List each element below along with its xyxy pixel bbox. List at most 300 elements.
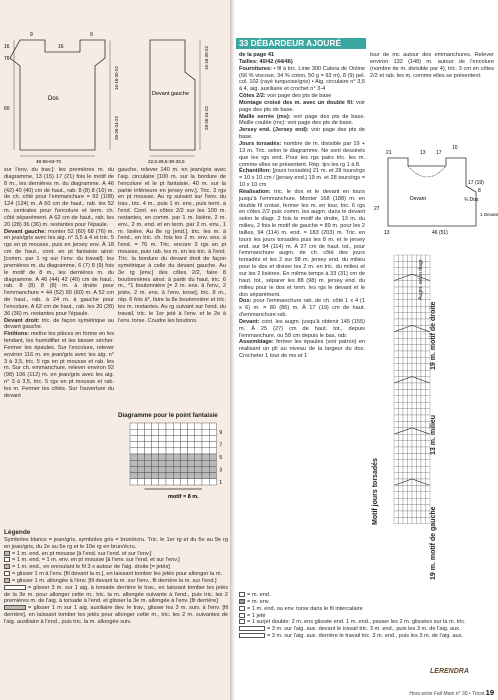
chart-cell <box>173 479 180 485</box>
chart-cell <box>403 505 408 511</box>
dim-10: 10 <box>452 145 458 151</box>
chart-cell <box>412 293 417 299</box>
dim-back-width: 48-55-63-70 <box>36 159 62 164</box>
chart-cell <box>408 357 413 363</box>
legend-symbol-icon <box>239 626 265 631</box>
chart-cell <box>417 434 422 440</box>
chart-cell <box>188 454 195 460</box>
chart-cell <box>412 447 417 453</box>
chart-cell <box>152 454 159 460</box>
para-back: Dos: pour l'emmanchure rab. de ch. côté 1 x 4 (1 x 6) m. = 80 (86) m. À 17 (19) cm de haut. d'emmanchure rab. <box>239 298 365 319</box>
chart-cell <box>130 460 137 466</box>
chart-cell <box>394 409 399 415</box>
legend-symbol-icon <box>239 619 245 624</box>
right-column-2 <box>370 52 494 79</box>
chart-cell <box>403 415 408 421</box>
legend-symbol-icon <box>239 599 245 604</box>
lace-chart <box>392 255 472 535</box>
chart-cell <box>195 448 202 454</box>
chart-label-middle: 13 m. milieu <box>430 414 437 455</box>
chart-cell <box>421 338 426 344</box>
legend <box>4 530 228 626</box>
chart-cell <box>394 505 399 511</box>
chart-cell <box>399 255 404 261</box>
chart-cell <box>159 423 166 429</box>
chart-cell <box>412 492 417 498</box>
left-page <box>0 0 232 700</box>
chart-cell <box>188 479 195 485</box>
chart-cell <box>152 429 159 435</box>
chart-cell <box>408 402 413 408</box>
chart-cell <box>417 460 422 466</box>
dim-left-body: 60 <box>4 106 10 112</box>
legend-item: = 1 m. end., en enroulant le fil 3 x autour de l'aig. droite [= jetés] <box>4 564 228 571</box>
chart-cell <box>403 421 408 427</box>
chart-cell <box>417 492 422 498</box>
stitch-chart <box>118 421 228 501</box>
chart-cell <box>408 415 413 421</box>
chart-cell <box>417 441 422 447</box>
chart-cell <box>394 396 399 402</box>
chart-cell <box>399 281 404 287</box>
chart-cell <box>426 370 431 376</box>
chart-cell <box>426 293 431 299</box>
chart-cell <box>426 287 431 293</box>
chart-cell <box>399 396 404 402</box>
para-instructions: Réalisation: tric. le dos et le devant en tours jusqu'à l'emmanchure. Monter 168 (188) m. en double fil croisé, fermer les m. en tour, tric. 6 rgs en côtes 2/2 puis comm. les augm. dans le devant selon le diagr. 2 fois le motif de droite, 13 m. du milieu, 2 fois le motif de gauche = 89 m. pour les 2 tailles, 94 (114) m. end. = 183 (203) m. Tric. en tours les jours torsadés puis les 8 m. et le jersey end. sur 94 (114) m. À 27 cm de haut. tot., pour l'emmanchure augm. de ch. côté des jours torsadés et les 2 sur 98 m. jersey end. du milieu pour le dos et diviser les 2 m. en tric. du milieu et sur les 2 lisières. En même temps à 33 (31) cm de haut. tot., séparer les 88 (98) m. jersey end. du milieu pour le dos et term. les rgs le devant et le dos séparément. <box>239 188 366 298</box>
chart-cell <box>152 442 159 448</box>
chart-cell <box>421 364 426 370</box>
chart-cell <box>394 351 399 357</box>
chart-cell <box>408 389 413 395</box>
chart-cell <box>412 505 417 511</box>
chart-cell <box>202 429 209 435</box>
chart-cell <box>188 423 195 429</box>
chart-cell <box>412 364 417 370</box>
chart-cell <box>412 383 417 389</box>
chart-cell <box>426 268 431 274</box>
chart-cell <box>188 442 195 448</box>
dim-8: 8 <box>478 188 481 194</box>
legend-symbol-icon <box>239 613 245 618</box>
chart-cell <box>403 261 408 267</box>
chart-cell <box>188 448 195 454</box>
chart-cell <box>399 313 404 319</box>
chart-cell <box>408 383 413 389</box>
chart-cell <box>399 357 404 363</box>
chart-cell <box>152 473 159 479</box>
chart-cell <box>180 454 187 460</box>
chart-cell <box>399 473 404 479</box>
para-materials: Fournitures: • fil à tric. Linie 300 Calera de Online (66 % viscose, 34 % coton, 50 g = 92 m), 8 (9) pel. col. 102 (rayé turquoise/gris) • Aig. circulaire n° 3,5 à 4, aig. auxiliaire et crochet n° 3-4 <box>239 65 365 93</box>
chart-cell <box>403 268 408 274</box>
chart-cell <box>412 460 417 466</box>
footer-text: Hors-série Fait Main n° 30 • Tricot <box>409 691 485 697</box>
chart-cell <box>403 370 408 376</box>
chart-cell <box>412 345 417 351</box>
devant-right-label: 1 Devant <box>480 212 498 217</box>
tank-outline <box>388 158 476 226</box>
chart-cell <box>408 261 413 267</box>
chart-cell <box>209 460 216 466</box>
chart-cell <box>408 421 413 427</box>
dim-right-back-1: 16-18-20-22 <box>114 66 119 90</box>
legend-item: = 1 surjet double: 2 m. ens glissée end. 1 m. end., passer les 2 m. glissées sur la m. tric. <box>239 619 479 626</box>
chart-cell <box>399 498 404 504</box>
chart-cell <box>209 429 216 435</box>
chart-cell <box>417 338 422 344</box>
chart-cell <box>394 447 399 453</box>
chart-cell <box>394 517 399 523</box>
chart-cell <box>394 306 399 312</box>
chart-cell <box>412 255 417 261</box>
chart-cell <box>399 293 404 299</box>
chart-cell <box>399 287 404 293</box>
chart-cell <box>417 383 422 389</box>
chart-cell <box>159 473 166 479</box>
chart-cell <box>426 261 431 267</box>
chart-cell <box>403 332 408 338</box>
chart-cell <box>399 345 404 351</box>
chart-cell <box>394 383 399 389</box>
chart-cell <box>137 479 144 485</box>
chart-cell <box>188 466 195 472</box>
chart-cell <box>209 466 216 472</box>
pattern-title: DÉBARDEUR AJOURÉ <box>250 38 342 48</box>
chart-cell <box>130 448 137 454</box>
legend-symbol-icon <box>4 564 10 569</box>
chart-cell <box>412 268 417 274</box>
chart-cell <box>421 357 426 363</box>
chart-cell <box>426 396 431 402</box>
chart-cell <box>399 415 404 421</box>
legend-item: = 3 m. sur l'aig. aux. derrière le travail tric. 3 m. end., puis les 3 m. de l'aig. aux. <box>239 633 479 640</box>
chart-cell <box>421 345 426 351</box>
chart-cell <box>417 447 422 453</box>
chart-cell <box>394 389 399 395</box>
chart-cell <box>188 435 195 441</box>
chart-cell <box>408 287 413 293</box>
chart-cell <box>412 466 417 472</box>
chart-cell <box>426 473 431 479</box>
chart-row-label: 3 <box>219 467 223 474</box>
chart-cell <box>421 421 426 427</box>
dim-left-total: 76 <box>4 56 10 62</box>
chart-label-left-motif: 19 m. motif de gauche <box>430 506 437 580</box>
chart-cell <box>408 345 413 351</box>
chart-cell <box>399 370 404 376</box>
chart-cell <box>144 460 151 466</box>
chart-cell <box>417 319 422 325</box>
para-stockinette: Jersey end. (Jersey end): voir page des pts de base. <box>239 127 365 141</box>
legend-symbol-icon <box>4 551 10 556</box>
chart-cell <box>403 511 408 517</box>
chart-cell <box>399 505 404 511</box>
chart-cell <box>394 485 399 491</box>
legend-item: = glisser 1 m. allongée à l'env. [fil devant la m. sur l'env., fil derrière la m. sur l'end.] <box>4 578 228 585</box>
chart-cell <box>166 460 173 466</box>
chart-cell <box>394 255 399 261</box>
chart-cell <box>399 338 404 344</box>
legend-item: = 1 m. end. = 1 m. env. en pt mousse [à l'env. sur l'end. et sur l'env.] <box>4 557 228 564</box>
chart-cell <box>166 473 173 479</box>
front-label: Devant gauche <box>152 91 189 97</box>
chart-cell <box>417 306 422 312</box>
chart-cell <box>408 505 413 511</box>
chart-cell <box>426 389 431 395</box>
chart-cell <box>417 415 422 421</box>
legend-item: = 1 jeté <box>239 613 479 620</box>
chart-cell <box>421 306 426 312</box>
back-piece-outline <box>10 40 105 150</box>
chart-cell <box>417 453 422 459</box>
chart-cell <box>421 300 426 306</box>
chart-cell <box>144 429 151 435</box>
legend-item: = 1 m. end. en pt mousse [à l'end. sur l'end. et sur l'env.] <box>4 551 228 558</box>
chart-cell <box>166 429 173 435</box>
chart-cell <box>394 402 399 408</box>
chart-cell <box>188 429 195 435</box>
stitch-chart-title: Diagramme pour le point fantaisie <box>118 412 218 419</box>
chart-cell <box>417 389 422 395</box>
chart-cell <box>137 460 144 466</box>
chart-cell <box>408 492 413 498</box>
chart-cell <box>399 389 404 395</box>
chart-cell <box>202 423 209 429</box>
chart-label-right-motif: 19 m. motif de droite <box>430 301 437 370</box>
chart-cell <box>408 453 413 459</box>
chart-cell <box>412 306 417 312</box>
legend-item: = m. end. <box>239 592 479 599</box>
chart-cell <box>408 364 413 370</box>
para-cast-on: Montage croisé des m. avec un double fil: voir page des pts de base. <box>239 99 366 113</box>
chart-motif-label: motif = 8 m. <box>168 494 199 500</box>
legend-title: Légende <box>4 529 31 536</box>
chart-cell <box>403 473 408 479</box>
chart-cell <box>403 300 408 306</box>
chart-cell <box>399 434 404 440</box>
chart-cell <box>412 338 417 344</box>
chart-cell <box>144 448 151 454</box>
chart-cell <box>417 370 422 376</box>
chart-cell <box>130 429 137 435</box>
chart-cell <box>202 435 209 441</box>
chart-cell <box>403 345 408 351</box>
chart-cell <box>403 364 408 370</box>
chart-cell <box>195 473 202 479</box>
chart-cell <box>403 434 408 440</box>
chart-cell <box>159 429 166 435</box>
chart-cell <box>408 447 413 453</box>
dim-right-front-1: 16-18-20-22 <box>204 46 209 70</box>
chart-cell <box>399 460 404 466</box>
chart-cell <box>130 479 137 485</box>
chart-row-label: 9 <box>219 430 223 437</box>
chart-cell <box>394 498 399 504</box>
chart-cell <box>399 319 404 325</box>
chart-cell <box>173 429 180 435</box>
chart-cell <box>394 287 399 293</box>
chart-cell <box>408 293 413 299</box>
chart-cell <box>417 351 422 357</box>
legend-symbol-icon <box>4 557 10 562</box>
chart-cell <box>408 255 413 261</box>
chart-cell <box>209 454 216 460</box>
chart-cell <box>421 389 426 395</box>
chart-cell <box>412 453 417 459</box>
chart-cell <box>421 485 426 491</box>
chart-cell <box>144 435 151 441</box>
legend-symbol-icon <box>4 585 26 590</box>
chart-cell <box>417 313 422 319</box>
chart-cell <box>412 351 417 357</box>
chart-cell <box>412 473 417 479</box>
chart-cell <box>399 485 404 491</box>
chart-cell <box>421 409 426 415</box>
chart-row-label: 1 <box>219 479 223 486</box>
chart-cell <box>195 423 202 429</box>
chart-cell <box>412 409 417 415</box>
chart-cell <box>399 421 404 427</box>
chart-cell <box>166 479 173 485</box>
chart-cell <box>209 448 216 454</box>
chart-cell <box>152 466 159 472</box>
chart-cell <box>412 357 417 363</box>
chart-cell <box>412 319 417 325</box>
chart-cell <box>403 338 408 344</box>
chart-cell <box>202 460 209 466</box>
chart-cell <box>195 435 202 441</box>
chart-cell <box>180 479 187 485</box>
chart-cell <box>417 332 422 338</box>
chart-cell <box>408 466 413 472</box>
chart-cell <box>130 454 137 460</box>
chart-cell <box>159 442 166 448</box>
chart-cell <box>137 423 144 429</box>
chart-cell <box>399 351 404 357</box>
chart-cell <box>399 300 404 306</box>
chart-cell <box>426 466 431 472</box>
chart-cell <box>399 332 404 338</box>
chart-cell <box>180 429 187 435</box>
chart-cell <box>421 313 426 319</box>
chart-cell <box>180 435 187 441</box>
para-sizes: Tailles: 40/42 (44/46) <box>239 58 293 65</box>
chart-cell <box>421 460 426 466</box>
chart-cell <box>412 441 417 447</box>
chart-cell <box>408 281 413 287</box>
chart-cell <box>408 485 413 491</box>
dim-left-arm: 16 <box>4 44 10 50</box>
chart-cell <box>144 479 151 485</box>
chart-cell <box>394 460 399 466</box>
chart-cell <box>173 423 180 429</box>
back-label: Dos <box>48 96 59 102</box>
chart-cell <box>173 454 180 460</box>
chart-cell <box>408 268 413 274</box>
chart-cell <box>412 421 417 427</box>
chart-cell <box>421 505 426 511</box>
chart-cell <box>399 453 404 459</box>
chart-cell <box>412 313 417 319</box>
para-front-left: Devant gauche: monter 52 (60) 68 (76) m. en jean/gris avec les aig. n° 3,5 à 4 et tric. 5 rgs en pt mousse, puis en jersey env. À 18 cm de haut., cont. en pt fantaisie ainsi: [comm. par 1 rg sur l'env. du travail]: les premières m. du diagramme, 6 (7) 8 (9) fois le motif de 8 m., les dernières m. du diagramme. A 46 (44) 42 (40) cm de haut., rab. 8 (8) 8 (8) m. à droite pour l'emmanchure = 44 (52) 60 (60) m. A 52 cm de haut., rab. à 24 m. à gauche pour l'encolure. A 62 cm de haut., rab. les 20 (28) 36 (36) m. restantes pour l'épaule. <box>4 228 115 317</box>
legend-item: = 1 m. end. ou env. torse dans le fil intercalaire <box>239 606 479 613</box>
chart-cell <box>412 261 417 267</box>
chart-cell <box>412 332 417 338</box>
dim-top-left: 9 <box>30 32 33 38</box>
chart-cell <box>421 396 426 402</box>
chart-cell <box>152 460 159 466</box>
chart-cell <box>417 396 422 402</box>
chart-cell <box>159 466 166 472</box>
legend-symbol-icon <box>239 633 265 638</box>
tank-schematic <box>368 128 498 238</box>
chart-cell <box>180 442 187 448</box>
chart-cell <box>394 357 399 363</box>
chart-cell <box>408 473 413 479</box>
pattern-number: 33 <box>239 38 249 48</box>
chart-cell <box>130 423 137 429</box>
chart-cell <box>130 466 137 472</box>
chart-cell <box>412 434 417 440</box>
chart-cell <box>421 447 426 453</box>
chart-cell <box>195 479 202 485</box>
chart-cell <box>417 300 422 306</box>
para-gauge: Échantillon: [jours torsadés] 21 m. et 28 tours/rgs = 10 x 10 cm / [jersey end.] 19 m. et 28 tours/rgs = 10 x 10 cm <box>239 168 365 189</box>
chart-cell <box>421 441 426 447</box>
chart-cell <box>394 345 399 351</box>
chart-cell <box>403 460 408 466</box>
chart-cell <box>180 473 187 479</box>
chart-cell <box>173 442 180 448</box>
para-single-crochet: Maille serrée (ms): voir page des pts de base. Maille coulée (mc): voir page des pts de base. <box>239 113 365 127</box>
chart-cell <box>394 466 399 472</box>
chart-cell <box>408 517 413 523</box>
chart-cell <box>421 517 426 523</box>
chart-cell <box>403 466 408 472</box>
chart-cell <box>180 448 187 454</box>
chart-cell <box>421 370 426 376</box>
chart-cell <box>408 306 413 312</box>
chart-cell <box>403 447 408 453</box>
chart-cell <box>426 485 431 491</box>
chart-cell <box>159 454 166 460</box>
chart-cell <box>412 511 417 517</box>
chart-cell <box>394 364 399 370</box>
chart-cell <box>394 261 399 267</box>
chart-cell <box>403 287 408 293</box>
chart-cell <box>152 479 159 485</box>
chart-cell <box>403 319 408 325</box>
chart-cell <box>412 281 417 287</box>
chart-cell <box>173 473 180 479</box>
chart-cell <box>144 442 151 448</box>
chart-cell <box>399 466 404 472</box>
legend-item: = glisser 1 m sur 1 aig. auxiliaire dev. le trav., glisser les 3 m. suiv. à l'env. [fil derrière], en laissant tomber les jetés pour allonger cette m., tric. les 2 m. suivantes de l'aig. auxiliaire à l'end., puis tric. la m. allongée suiv. <box>4 605 228 625</box>
chart-cell <box>394 511 399 517</box>
chart-cell <box>403 492 408 498</box>
chart-cell <box>412 389 417 395</box>
watermark: LERENDRA <box>430 668 469 675</box>
chart-cell <box>180 460 187 466</box>
chart-cell <box>173 448 180 454</box>
chart-cell <box>137 442 144 448</box>
chart-cell <box>426 460 431 466</box>
chart-cell <box>408 370 413 376</box>
chart-cell <box>426 402 431 408</box>
chart-cell <box>130 473 137 479</box>
chart-cell <box>426 255 431 261</box>
